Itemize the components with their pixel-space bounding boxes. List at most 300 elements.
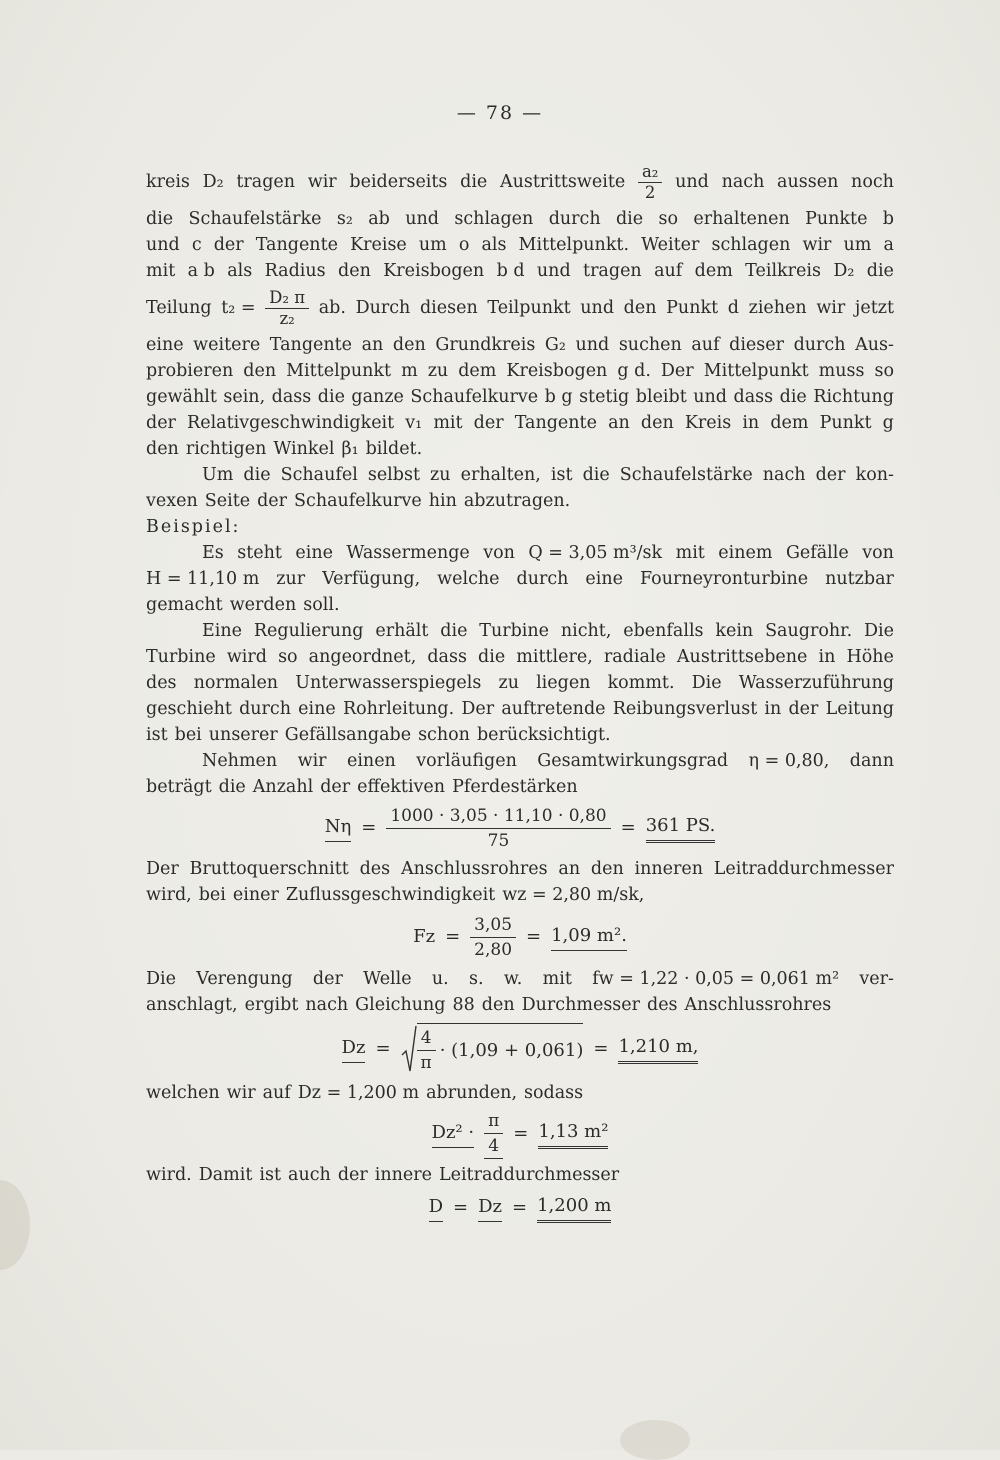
word: β₁ — [341, 439, 359, 459]
word: erhaltenen — [693, 209, 790, 229]
word: s. — [469, 969, 484, 989]
word: bleibt — [635, 387, 687, 407]
word: aussen — [777, 172, 839, 192]
word: Punkte — [805, 209, 868, 229]
word: Schaufelstärke — [619, 465, 753, 485]
word: Leitung — [825, 699, 894, 719]
word: an — [361, 335, 384, 355]
word: Turbine — [479, 621, 550, 641]
word: Der — [146, 859, 179, 879]
word: Wassermenge — [346, 543, 470, 563]
word: wir — [226, 1083, 256, 1103]
word: anschlagt, — [146, 995, 238, 1015]
word: Teilpunkt — [487, 298, 571, 318]
word: durch — [793, 335, 846, 355]
text-line — [146, 722, 894, 748]
equation-diameter: Dz = $\frac{4}{\pi}$ · (1,09 + 0,061) = 1,210 m, — [146, 1018, 894, 1080]
word: Kreise — [350, 235, 407, 255]
word: Radius — [264, 261, 326, 281]
word: zu — [498, 673, 519, 693]
word: die — [779, 387, 807, 407]
section-heading: Beispiel: — [146, 517, 241, 537]
word: angeordnet, — [308, 647, 417, 667]
word: o — [458, 235, 470, 255]
word: der — [815, 465, 846, 485]
word: kommt. — [607, 673, 675, 693]
word: ergibt — [244, 995, 299, 1015]
word: ganze — [351, 387, 404, 407]
word: Mittelpunkt — [286, 361, 392, 381]
paragraph — [146, 462, 894, 514]
word: g — [882, 413, 894, 433]
word: gemacht — [146, 595, 223, 615]
word: und — [693, 387, 728, 407]
text-line — [146, 462, 894, 488]
word: g d. — [617, 361, 651, 381]
word: probieren — [146, 361, 234, 381]
word: in — [818, 647, 836, 667]
text-line — [146, 1162, 894, 1188]
square-root: $\frac{4}{\pi}$ · (1,09 + 0,061) — [401, 1023, 584, 1075]
word: noch — [851, 172, 894, 192]
equation-guide-wheel: D = Dz = 1,200 m — [146, 1188, 894, 1228]
inline-fraction: $\frac{\text{D₂ π}}{\text{z₂}}$ — [265, 288, 309, 329]
word: von — [862, 543, 894, 563]
word: mit — [542, 969, 572, 989]
word: mit — [146, 261, 176, 281]
word: Turbine — [146, 647, 216, 667]
word: kreis — [146, 172, 190, 192]
word: Anschlussrohres — [684, 995, 832, 1015]
word: nutzbar — [825, 569, 894, 589]
word: muss — [818, 361, 865, 381]
word: Rohrleitung. — [342, 699, 455, 719]
word: einer — [232, 885, 279, 905]
word: Anzahl — [252, 777, 314, 797]
word: bei — [174, 725, 202, 745]
word: Wasserzuführung — [738, 673, 894, 693]
text-line — [146, 856, 894, 882]
word: b g — [544, 387, 573, 407]
word: ebenfalls — [623, 621, 704, 641]
word: Tangente — [514, 413, 597, 433]
text-line — [146, 1080, 894, 1106]
word: Kreis — [684, 413, 732, 433]
word: diesen — [419, 298, 478, 318]
word: v₁ — [405, 413, 423, 433]
word: ab. — [318, 298, 346, 318]
word: dem — [458, 361, 497, 381]
word: d — [727, 298, 739, 318]
word: in — [742, 413, 760, 433]
word: einen — [346, 751, 396, 771]
word: zu — [427, 361, 449, 381]
word: und — [146, 235, 180, 255]
word: Gleichung — [355, 995, 446, 1015]
inline-fraction: $\frac{\text{a₂}}{2}$ — [638, 162, 662, 203]
word: die — [317, 387, 345, 407]
text-line — [146, 284, 894, 332]
word: wir — [802, 235, 832, 255]
word: der — [473, 413, 504, 433]
text-line — [146, 384, 894, 410]
word: vexen — [146, 491, 198, 511]
word: Welle — [363, 969, 412, 989]
word: Der — [660, 361, 694, 381]
word: wir — [816, 298, 846, 318]
word: Saugrohr. — [765, 621, 853, 641]
word: hin — [428, 491, 457, 511]
word: kon- — [855, 465, 894, 485]
word: als — [227, 261, 253, 281]
word: der — [213, 235, 244, 255]
word: die — [146, 209, 174, 229]
word: nach — [721, 172, 765, 192]
equation-horsepower: Nη = $\frac{1000 \cdot 3,05 \cdot 11,10 \cdot 0,80}{75}$ = 361 PS. — [324, 805, 716, 851]
paragraph — [146, 1080, 894, 1106]
word: Aus- — [855, 335, 894, 355]
equation-cross-section: Fz = $\frac{3,05}{2,80}$ = 1,09 m². — [413, 914, 627, 960]
text-line — [146, 748, 894, 774]
word: auf — [691, 335, 720, 355]
word: eine — [585, 569, 623, 589]
word: Relativgeschwindigkeit — [187, 413, 395, 433]
word: die — [866, 261, 894, 281]
word: Austrittsebene — [676, 647, 808, 667]
word: dieser — [729, 335, 784, 355]
word: Bruttoquerschnitt — [189, 859, 349, 879]
word: m — [401, 361, 418, 381]
word: nach — [305, 995, 349, 1015]
word: Weiter — [641, 235, 700, 255]
word: Kreisbogen — [383, 261, 485, 281]
word: der — [257, 491, 288, 511]
word: tragen — [583, 261, 642, 281]
word: Kreisbogen — [506, 361, 608, 381]
word: Regulierung — [253, 621, 364, 641]
word: Um — [202, 465, 234, 485]
word: Zuflussgeschwindigkeit — [285, 885, 496, 905]
word: von — [483, 543, 515, 563]
word: und — [405, 209, 440, 229]
word: den — [481, 995, 515, 1015]
word: Pferdestärken — [452, 777, 578, 797]
word: dann — [849, 751, 894, 771]
word: Q = 3,05 m³/sk — [528, 543, 663, 563]
text-line — [146, 410, 894, 436]
word: bildet. — [365, 439, 423, 459]
word: ab — [368, 209, 390, 229]
word: Reibungsverlust — [612, 699, 758, 719]
word: Schaufelstärke — [188, 209, 322, 229]
word: b — [882, 209, 894, 229]
word: ist — [146, 725, 168, 745]
text-line — [146, 966, 894, 992]
word: wird — [226, 647, 267, 667]
word: welchen — [146, 1083, 220, 1103]
word: eine — [146, 335, 184, 355]
word: mittlere, — [516, 647, 593, 667]
word: innere — [374, 1165, 432, 1185]
word: eine — [295, 543, 333, 563]
word: erhalten, — [460, 465, 541, 485]
word: werden — [229, 595, 297, 615]
text-line — [146, 670, 894, 696]
word: b d — [496, 261, 525, 281]
page-number: — 78 — — [456, 102, 544, 124]
word: D₂ — [833, 261, 855, 281]
word: a — [883, 235, 894, 255]
word: Durchmesser — [521, 995, 640, 1015]
text-line — [146, 436, 894, 462]
word: wird. — [146, 1165, 192, 1185]
word: abrunden, — [426, 1083, 518, 1103]
word: dem — [770, 413, 809, 433]
word: mit — [433, 413, 463, 433]
word: Leitraddurchmesser — [438, 1165, 620, 1185]
word: Mittelpunkt. — [518, 235, 630, 255]
text-line — [146, 774, 894, 800]
word: Richtung — [813, 387, 894, 407]
word: jetzt — [854, 298, 894, 318]
word: c — [191, 235, 202, 255]
word: dass — [733, 387, 774, 407]
word: durch — [239, 699, 291, 719]
paragraph — [146, 1162, 894, 1188]
word: Schaufelkurve — [294, 491, 422, 511]
word: die — [615, 209, 644, 229]
word: Verfügung, — [322, 569, 421, 589]
word: t₂ = — [221, 298, 256, 318]
word: als — [481, 235, 507, 255]
word: beträgt — [146, 777, 212, 797]
word: um — [843, 235, 872, 255]
word: Teilung — [146, 298, 212, 318]
word: Dz = 1,200 m — [297, 1083, 420, 1103]
word: Schaufelkurve — [410, 387, 539, 407]
word: welche — [437, 569, 500, 589]
text-line — [146, 258, 894, 284]
word: stetig — [579, 387, 630, 407]
paragraph — [146, 618, 894, 748]
word: Unterwasserspiegels — [295, 673, 482, 693]
word: Winkel — [273, 439, 335, 459]
word: den — [243, 361, 277, 381]
word: und — [675, 172, 709, 192]
word: selbst — [367, 465, 420, 485]
word: ziehen — [748, 298, 807, 318]
word: den — [640, 413, 674, 433]
word: nach — [762, 465, 806, 485]
word: effektiven — [357, 777, 446, 797]
word: abzutragen. — [463, 491, 571, 511]
word: und — [536, 261, 571, 281]
word: einem — [718, 543, 773, 563]
word: Fourneyronturbine — [639, 569, 809, 589]
paper-stain — [0, 1180, 30, 1270]
word: berücksichtigt. — [476, 725, 611, 745]
word: gewählt — [146, 387, 217, 407]
word: Damit — [198, 1165, 253, 1185]
word: durch — [548, 209, 601, 229]
word: den — [146, 439, 179, 459]
equation-area: Dz² · $\frac{\pi}{4}$ = 1,13 m² — [146, 1106, 894, 1162]
word: der — [788, 699, 819, 719]
word: Grundkreis — [435, 335, 536, 355]
word: eine — [298, 699, 336, 719]
text-line — [146, 232, 894, 258]
text-line — [146, 206, 894, 232]
word: Gesamtwirkungsgrad — [537, 751, 729, 771]
word: unserer — [208, 725, 278, 745]
word: zu — [430, 465, 451, 485]
word: den — [623, 298, 657, 318]
word: die — [582, 465, 610, 485]
text-body — [146, 158, 894, 1228]
paper-stain — [620, 1420, 690, 1460]
word: die — [243, 465, 271, 485]
word: liegen — [536, 673, 591, 693]
text-line — [146, 540, 894, 566]
word: Es — [202, 543, 224, 563]
word: sodass — [524, 1083, 584, 1103]
word: Gefällsangabe — [284, 725, 412, 745]
word: weitere — [193, 335, 261, 355]
word: Höhe — [846, 647, 894, 667]
paragraph — [146, 540, 894, 618]
word: der — [146, 413, 176, 433]
word: Austrittsweite — [499, 172, 626, 192]
word: bei — [198, 885, 226, 905]
word: der — [320, 777, 351, 797]
paragraph — [146, 856, 894, 908]
word: dem — [694, 261, 733, 281]
word: richtigen — [185, 439, 267, 459]
word: steht — [237, 543, 282, 563]
word: so — [658, 209, 679, 229]
word: der — [337, 1165, 368, 1185]
radical-sign-icon — [401, 1025, 417, 1073]
word: Tangente — [255, 235, 338, 255]
text-line — [146, 592, 894, 618]
word: an — [608, 413, 630, 433]
word: auf — [654, 261, 683, 281]
word: Teilkreis — [745, 261, 821, 281]
word: sein, — [223, 387, 266, 407]
word: nicht, — [560, 621, 612, 641]
word: Tangente — [269, 335, 353, 355]
word: Durch — [355, 298, 411, 318]
text-line — [146, 358, 894, 384]
word: w. — [503, 969, 523, 989]
word: s₂ — [336, 209, 353, 229]
word: a b — [187, 261, 215, 281]
word: ver- — [859, 969, 894, 989]
word: schlagen — [711, 235, 791, 255]
paragraph — [146, 966, 894, 1018]
word: Schaufel — [280, 465, 358, 485]
word: der — [312, 969, 343, 989]
word: mit — [675, 543, 705, 563]
text-line — [146, 644, 894, 670]
word: Punkt — [819, 413, 872, 433]
word: die — [478, 647, 506, 667]
word: so — [278, 647, 298, 667]
word: Der — [461, 699, 495, 719]
word: 88 — [452, 995, 475, 1015]
word: wird, — [146, 885, 192, 905]
word: Eine — [202, 621, 242, 641]
word: wir — [307, 172, 337, 192]
word: und — [580, 298, 615, 318]
word: tragen — [236, 172, 296, 192]
word: dass — [271, 387, 312, 407]
word: schlagen — [454, 209, 534, 229]
text-line — [146, 332, 894, 358]
word: Mittelpunkt — [703, 361, 809, 381]
word: die — [218, 777, 246, 797]
text-line — [146, 992, 894, 1018]
word: G₂ — [544, 335, 566, 355]
word: so — [874, 361, 894, 381]
text-line — [146, 488, 894, 514]
text-line — [146, 158, 894, 206]
word: wir — [297, 751, 327, 771]
word: des — [146, 673, 177, 693]
word: kein — [715, 621, 754, 641]
word: radiale — [603, 647, 666, 667]
word: Die — [146, 969, 176, 989]
word: normalen — [193, 673, 279, 693]
paragraph — [146, 748, 894, 800]
word: Seite — [204, 491, 251, 511]
word: den — [590, 859, 624, 879]
word: an — [558, 859, 581, 879]
text-line — [146, 566, 894, 592]
text-line — [146, 882, 894, 908]
word: ist — [550, 465, 573, 485]
word: wz = 2,80 m/sk, — [502, 885, 645, 905]
word: η = 0,80, — [748, 751, 830, 771]
word: Verengung — [196, 969, 293, 989]
word: beiderseits — [349, 172, 448, 192]
word: und — [575, 335, 610, 355]
word: inneren — [634, 859, 704, 879]
word: die — [460, 172, 488, 192]
word: vorläufigen — [416, 751, 517, 771]
word: die — [440, 621, 468, 641]
paragraph — [146, 158, 894, 462]
word: auf — [262, 1083, 291, 1103]
word: in — [764, 699, 782, 719]
word: fw = 1,22 · 0,05 = 0,061 m² — [592, 969, 840, 989]
word: ist — [259, 1165, 282, 1185]
word: um — [418, 235, 447, 255]
word: den — [338, 261, 371, 281]
word: Gefälle — [785, 543, 849, 563]
word: Die — [863, 621, 894, 641]
word: H = 11,10 m — [146, 569, 260, 589]
word: D₂ — [202, 172, 224, 192]
text-line — [146, 696, 894, 722]
text-line — [146, 618, 894, 644]
word: geschieht — [146, 699, 232, 719]
word: den — [392, 335, 426, 355]
word: dass — [427, 647, 467, 667]
word: Die — [691, 673, 722, 693]
word: des — [647, 995, 678, 1015]
word: Nehmen — [202, 751, 278, 771]
